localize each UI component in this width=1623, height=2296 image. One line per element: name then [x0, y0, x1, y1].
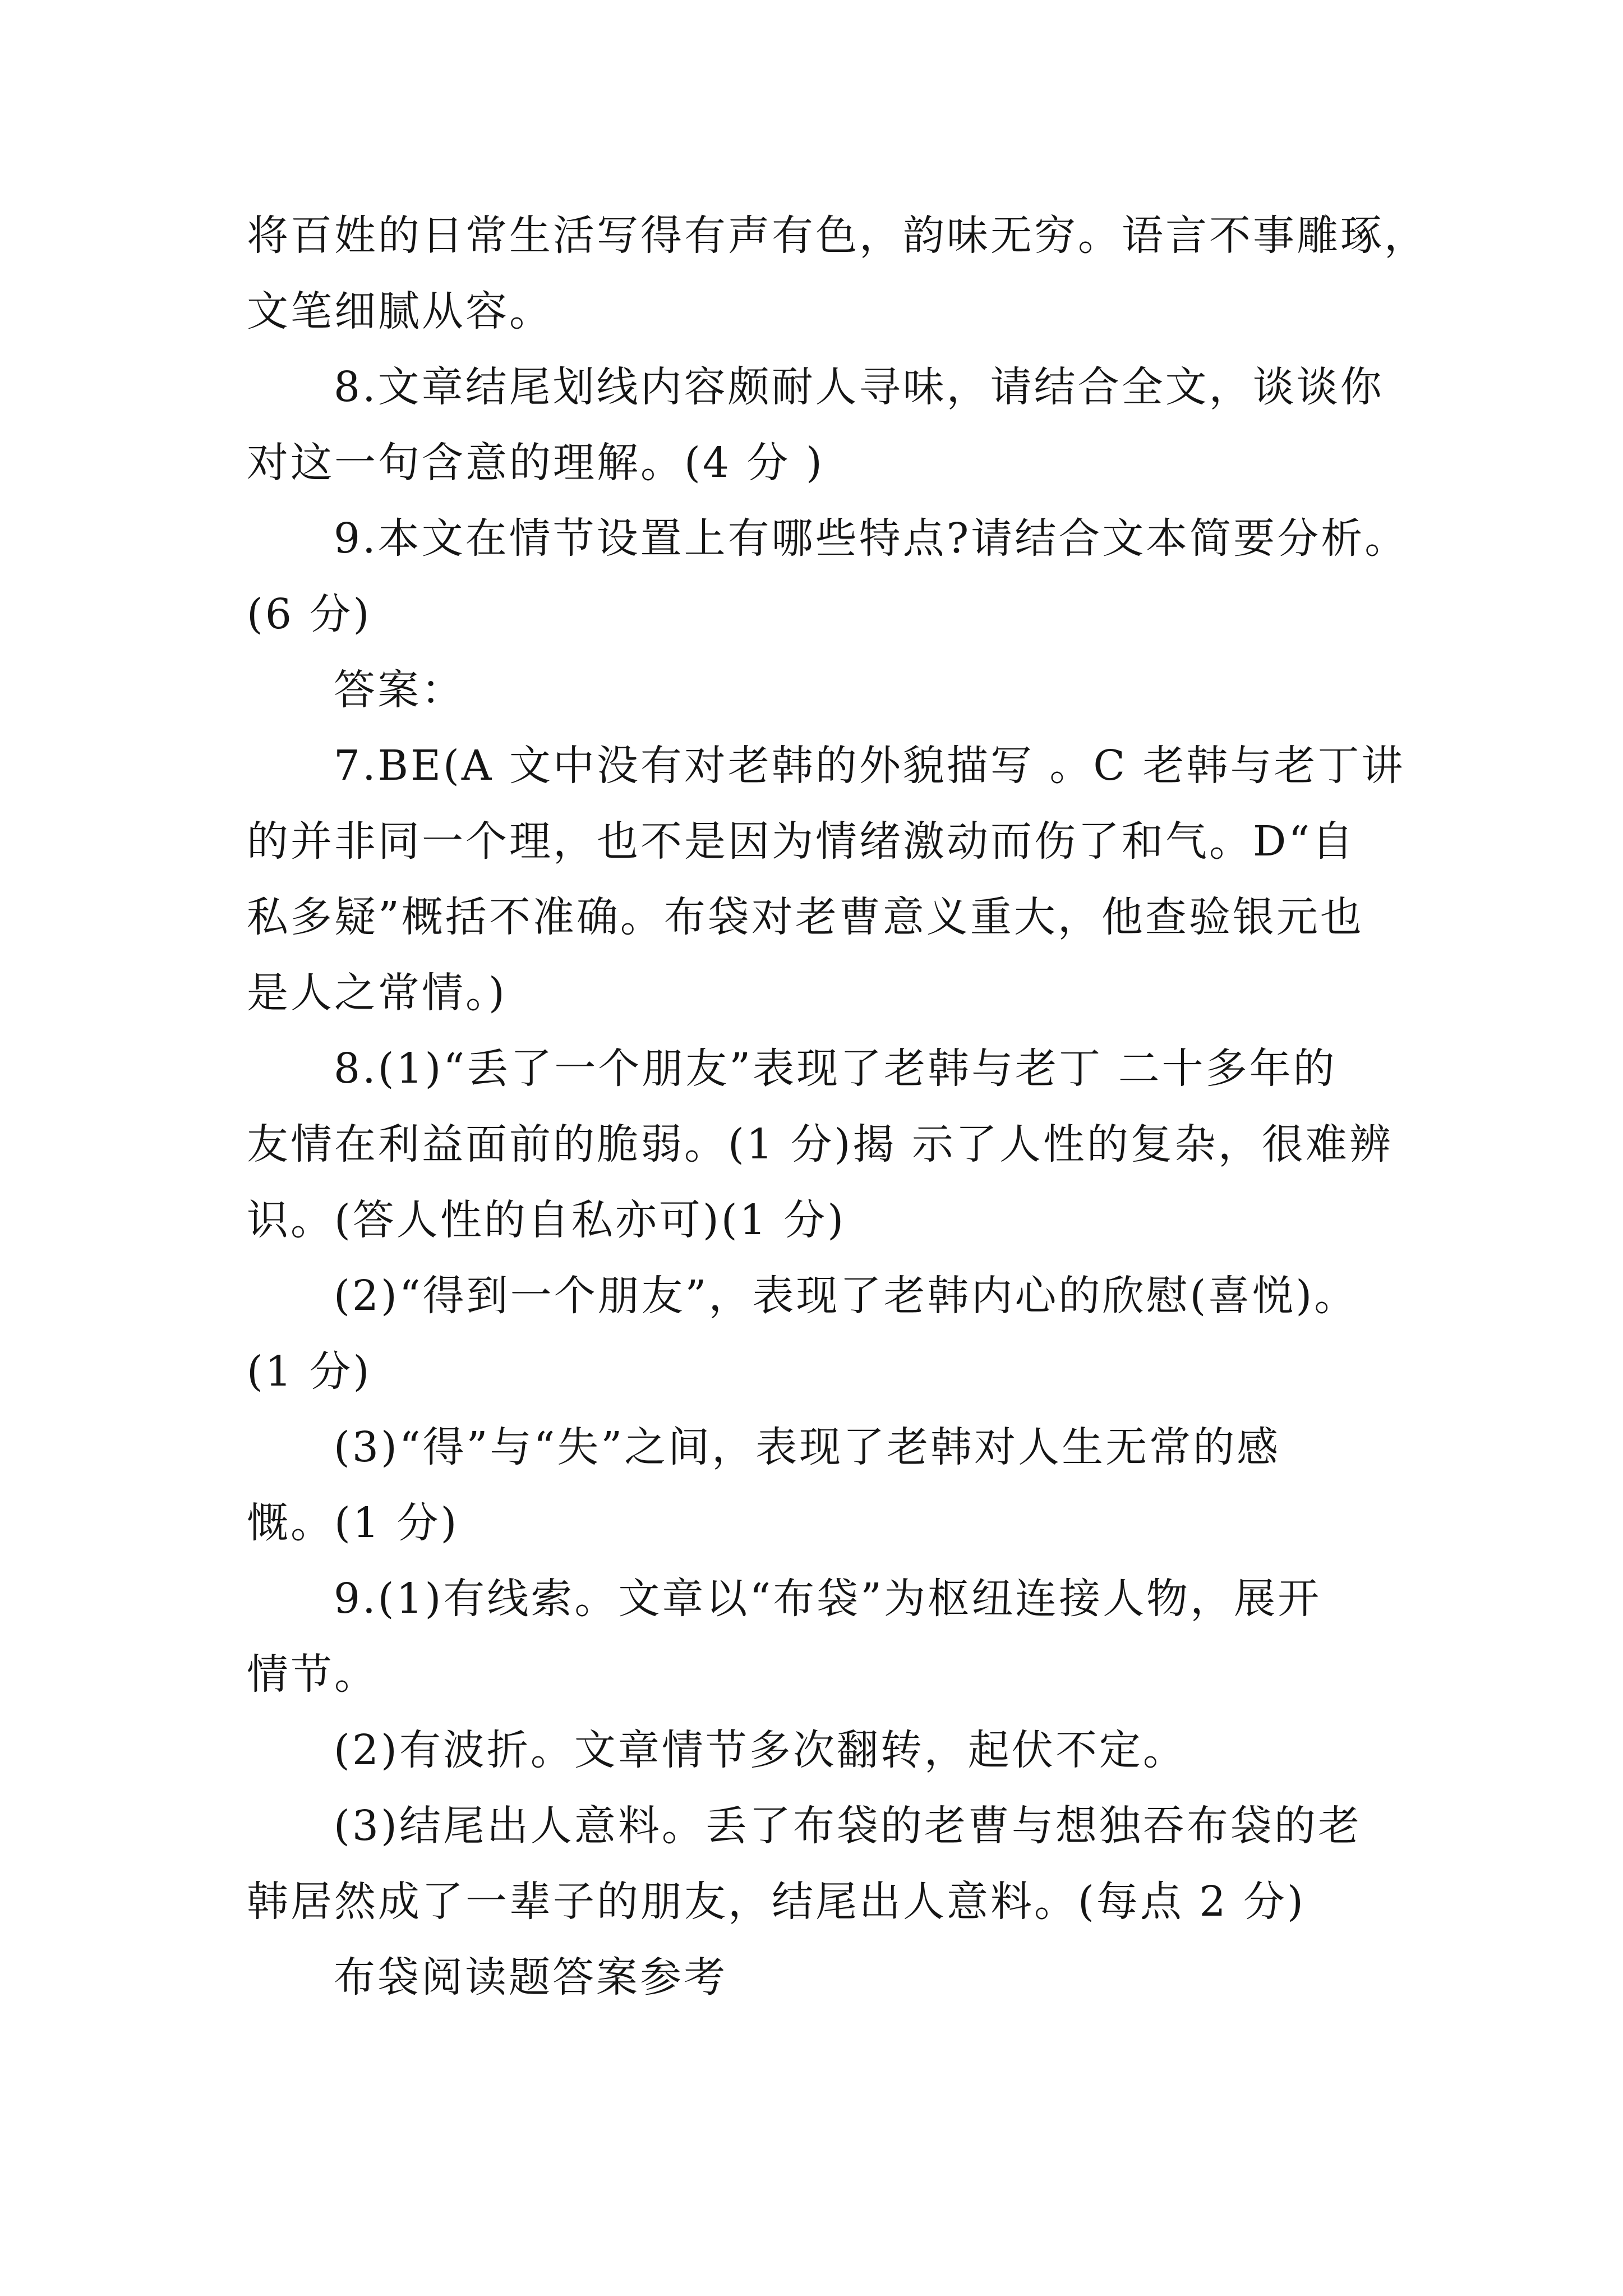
text-line: 对这一句含意的理解。(4 分 ): [247, 439, 824, 487]
text-line: 是人之常情。): [247, 969, 507, 1017]
question-8: 8.文章结尾划线内容颇耐人寻味，请结合全文，谈谈你: [334, 363, 1384, 411]
answer-8-part-2: (2)“得到一个朋友”，表现了老韩内心的欣慰(喜悦)。: [334, 1272, 1358, 1320]
text-line: 将百姓的日常生活写得有声有色，韵味无穷。语言不事雕琢，: [247, 211, 1428, 260]
answer-8-part-3: (3)“得”与“失”之间，表现了老韩对人生无常的感: [334, 1423, 1281, 1471]
text-line: 的并非同一个理，也不是因为情绪激动而伤了和气。D“自: [247, 817, 1356, 866]
text-line: (6 分): [247, 590, 372, 638]
question-9: 9.本文在情节设置上有哪些特点?请结合文本简要分析。: [334, 514, 1409, 563]
text-line: 私多疑”概括不准确。布袋对老曹意义重大，他查验银元也: [247, 893, 1364, 941]
answer-8-part-1: 8.(1)“丢了一个朋友”表现了老韩与老丁 二十多年的: [334, 1045, 1337, 1093]
answer-heading: 答案：: [334, 666, 465, 714]
text-line: 识。(答人性的自私亦可)(1 分): [247, 1196, 846, 1244]
text-line: 友情在利益面前的脆弱。(1 分)揭 示了人性的复杂，很难辨: [247, 1120, 1393, 1168]
text-line: 慨。(1 分): [247, 1499, 459, 1547]
closing-title: 布袋阅读题答案参考: [334, 1953, 727, 2001]
answer-9-part-2: (2)有波折。文章情节多次翻转，起伏不定。: [334, 1726, 1187, 1774]
text-line: 情节。: [247, 1650, 378, 1699]
answer-7: 7.BE(A 文中没有对老韩的外貌描写 。C 老韩与老丁讲: [334, 742, 1405, 790]
text-line: 韩居然成了一辈子的朋友，结尾出人意料。(每点 2 分): [247, 1878, 1306, 1926]
text-line: 文笔细腻从容。: [247, 287, 553, 335]
answer-9-part-1: 9.(1)有线索。文章以“布袋”为枢纽连接人物，展开: [334, 1575, 1322, 1623]
text-line: (1 分): [247, 1347, 372, 1396]
answer-9-part-3: (3)结尾出人意料。丢了布袋的老曹与想独吞布袋的老: [334, 1802, 1362, 1850]
